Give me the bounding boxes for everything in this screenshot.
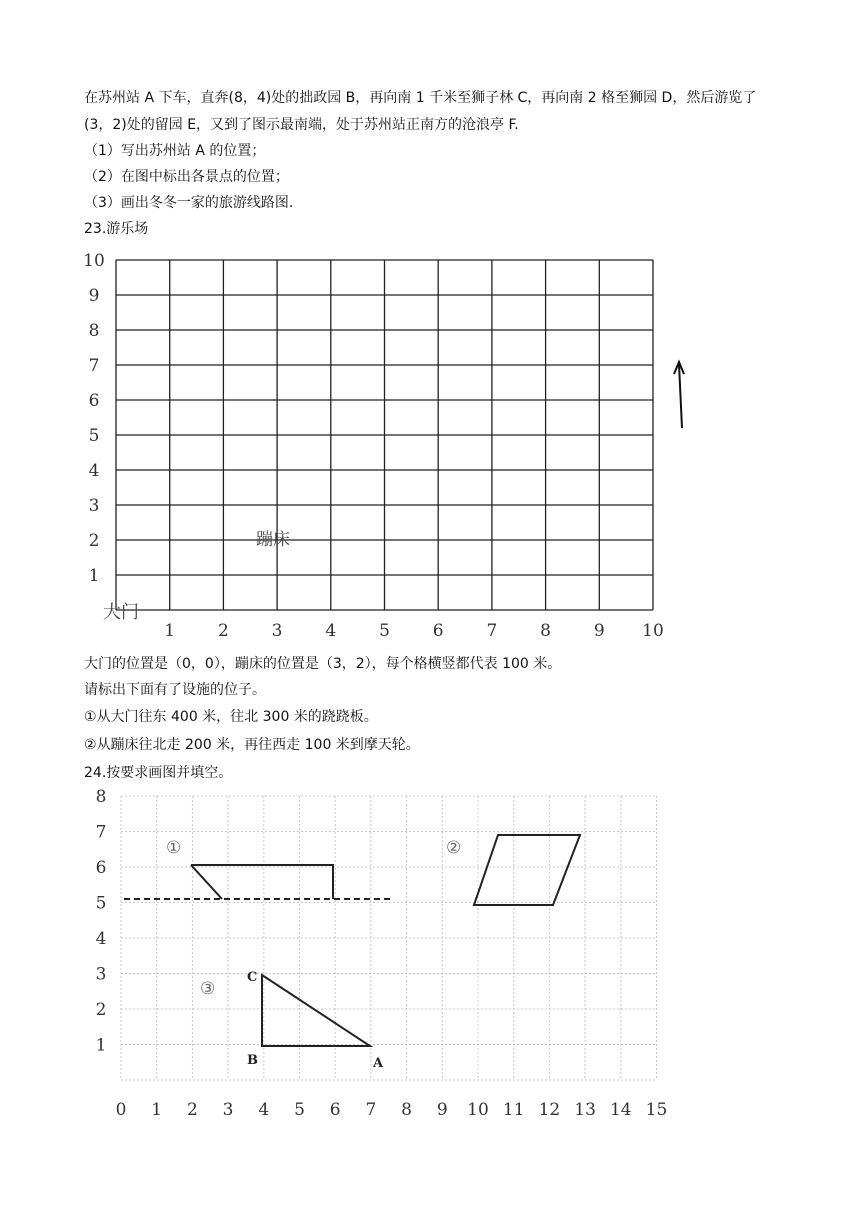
x-tick-label: 8 xyxy=(540,621,552,641)
x-tick-label: 0 xyxy=(115,1100,127,1120)
x-tick-label: 10 xyxy=(467,1100,489,1120)
x-tick-label: 4 xyxy=(325,621,337,641)
x-axis-ticks xyxy=(116,1100,668,1120)
vertex-a-label: A xyxy=(373,1056,384,1071)
amusement-park-grid xyxy=(0,245,860,645)
item-2-number: ② xyxy=(84,737,97,753)
x-axis-ticks xyxy=(164,621,664,641)
y-axis-ticks xyxy=(83,251,105,586)
x-tick-label: 4 xyxy=(258,1100,270,1120)
y-tick-label: 5 xyxy=(88,426,100,446)
x-tick-label: 13 xyxy=(574,1100,596,1120)
shape-1-label: ① xyxy=(166,838,182,858)
y-tick-label: 6 xyxy=(88,391,100,411)
x-tick-label: 6 xyxy=(329,1100,341,1120)
x-tick-label: 11 xyxy=(502,1100,525,1120)
intro-line-1: 在苏州站 A 下车，直奔(8，4)处的拙政园 B，再向南 1 千米至狮子林 C，再向南 2 格至狮园 D，然后游览了 xyxy=(84,90,757,106)
item-1-number: ① xyxy=(84,709,97,725)
y-tick-label: 3 xyxy=(95,964,107,985)
y-tick-label: 4 xyxy=(95,929,107,949)
y-tick-label: 4 xyxy=(88,461,100,481)
y-tick-label: 7 xyxy=(95,822,107,843)
shape-1-outline xyxy=(191,865,333,899)
x-tick-label: 9 xyxy=(593,621,605,641)
p23-text-2: 请标出下面有了设施的位子。 xyxy=(84,682,266,698)
y-tick-label: 10 xyxy=(83,251,105,271)
y-tick-label: 2 xyxy=(95,1000,107,1020)
problem-23-title: 23.游乐场 xyxy=(84,221,149,237)
y-tick-label: 9 xyxy=(88,286,100,306)
x-tick-label: 5 xyxy=(294,1100,305,1120)
x-tick-label: 5 xyxy=(379,621,390,641)
x-tick-label: 1 xyxy=(151,1100,163,1120)
north-arrow-icon xyxy=(674,362,684,428)
item-1-text: 从大门往东 400 米，往北 300 米的跷跷板。 xyxy=(96,709,378,725)
drawing-grid xyxy=(0,785,860,1125)
vertex-b-label: B xyxy=(247,1053,258,1068)
question-2: （2）在图中标出各景点的位置； xyxy=(84,169,289,185)
x-tick-label: 14 xyxy=(609,1100,632,1120)
y-tick-label: 1 xyxy=(88,566,100,586)
p23-item-2 xyxy=(84,735,420,755)
intro-line-2: (3，2)处的留园 E，又到了图示最南端，处于苏州站正南方的沧浪亭 F. xyxy=(84,117,519,133)
parallelogram-shape xyxy=(474,835,580,905)
problem-24-title: 24.按要求画图并填空。 xyxy=(84,765,233,781)
y-tick-label: 3 xyxy=(88,496,100,516)
x-tick-label: 1 xyxy=(164,621,176,641)
shape-2-label: ② xyxy=(446,838,462,858)
shape-3-label: ③ xyxy=(200,979,216,999)
y-tick-label: 2 xyxy=(88,531,100,551)
x-tick-label: 8 xyxy=(401,1100,413,1120)
x-tick-label: 7 xyxy=(486,621,498,641)
y-tick-label: 1 xyxy=(95,1035,107,1056)
p23-text-1: 大门的位置是（0，0），蹦床的位置是（3，2），每个格横竖都代表 100 米。 xyxy=(84,656,562,672)
x-tick-label: 9 xyxy=(436,1100,448,1120)
x-tick-label: 10 xyxy=(642,621,664,641)
trampoline-label: 蹦床 xyxy=(256,530,290,550)
x-tick-label: 6 xyxy=(432,621,444,641)
triangle-shape xyxy=(262,975,370,1046)
x-tick-label: 3 xyxy=(222,1100,234,1120)
vertex-c-label: C xyxy=(247,970,258,985)
gate-label: 大门 xyxy=(103,602,139,623)
y-tick-label: 8 xyxy=(95,787,107,807)
x-tick-label: 15 xyxy=(645,1100,668,1120)
item-2-text: 从蹦床往北走 200 米，再往西走 100 米到摩天轮。 xyxy=(96,737,420,753)
x-tick-label: 2 xyxy=(217,621,229,641)
question-1: （1）写出苏州站 A 的位置； xyxy=(84,143,266,159)
x-tick-label: 3 xyxy=(271,621,283,641)
p23-item-1 xyxy=(84,707,378,727)
question-3: （3）画出冬冬一家的旅游线路图. xyxy=(84,195,294,211)
x-tick-label: 7 xyxy=(365,1100,377,1120)
grid-lines xyxy=(121,796,657,1080)
y-axis-ticks xyxy=(96,787,107,1056)
y-tick-label: 6 xyxy=(95,858,107,878)
y-tick-label: 7 xyxy=(88,356,100,376)
x-tick-label: 12 xyxy=(538,1100,561,1120)
y-tick-label: 8 xyxy=(88,321,100,341)
x-tick-label: 2 xyxy=(186,1100,198,1120)
y-tick-label: 5 xyxy=(95,893,107,914)
grid-lines xyxy=(116,260,653,610)
